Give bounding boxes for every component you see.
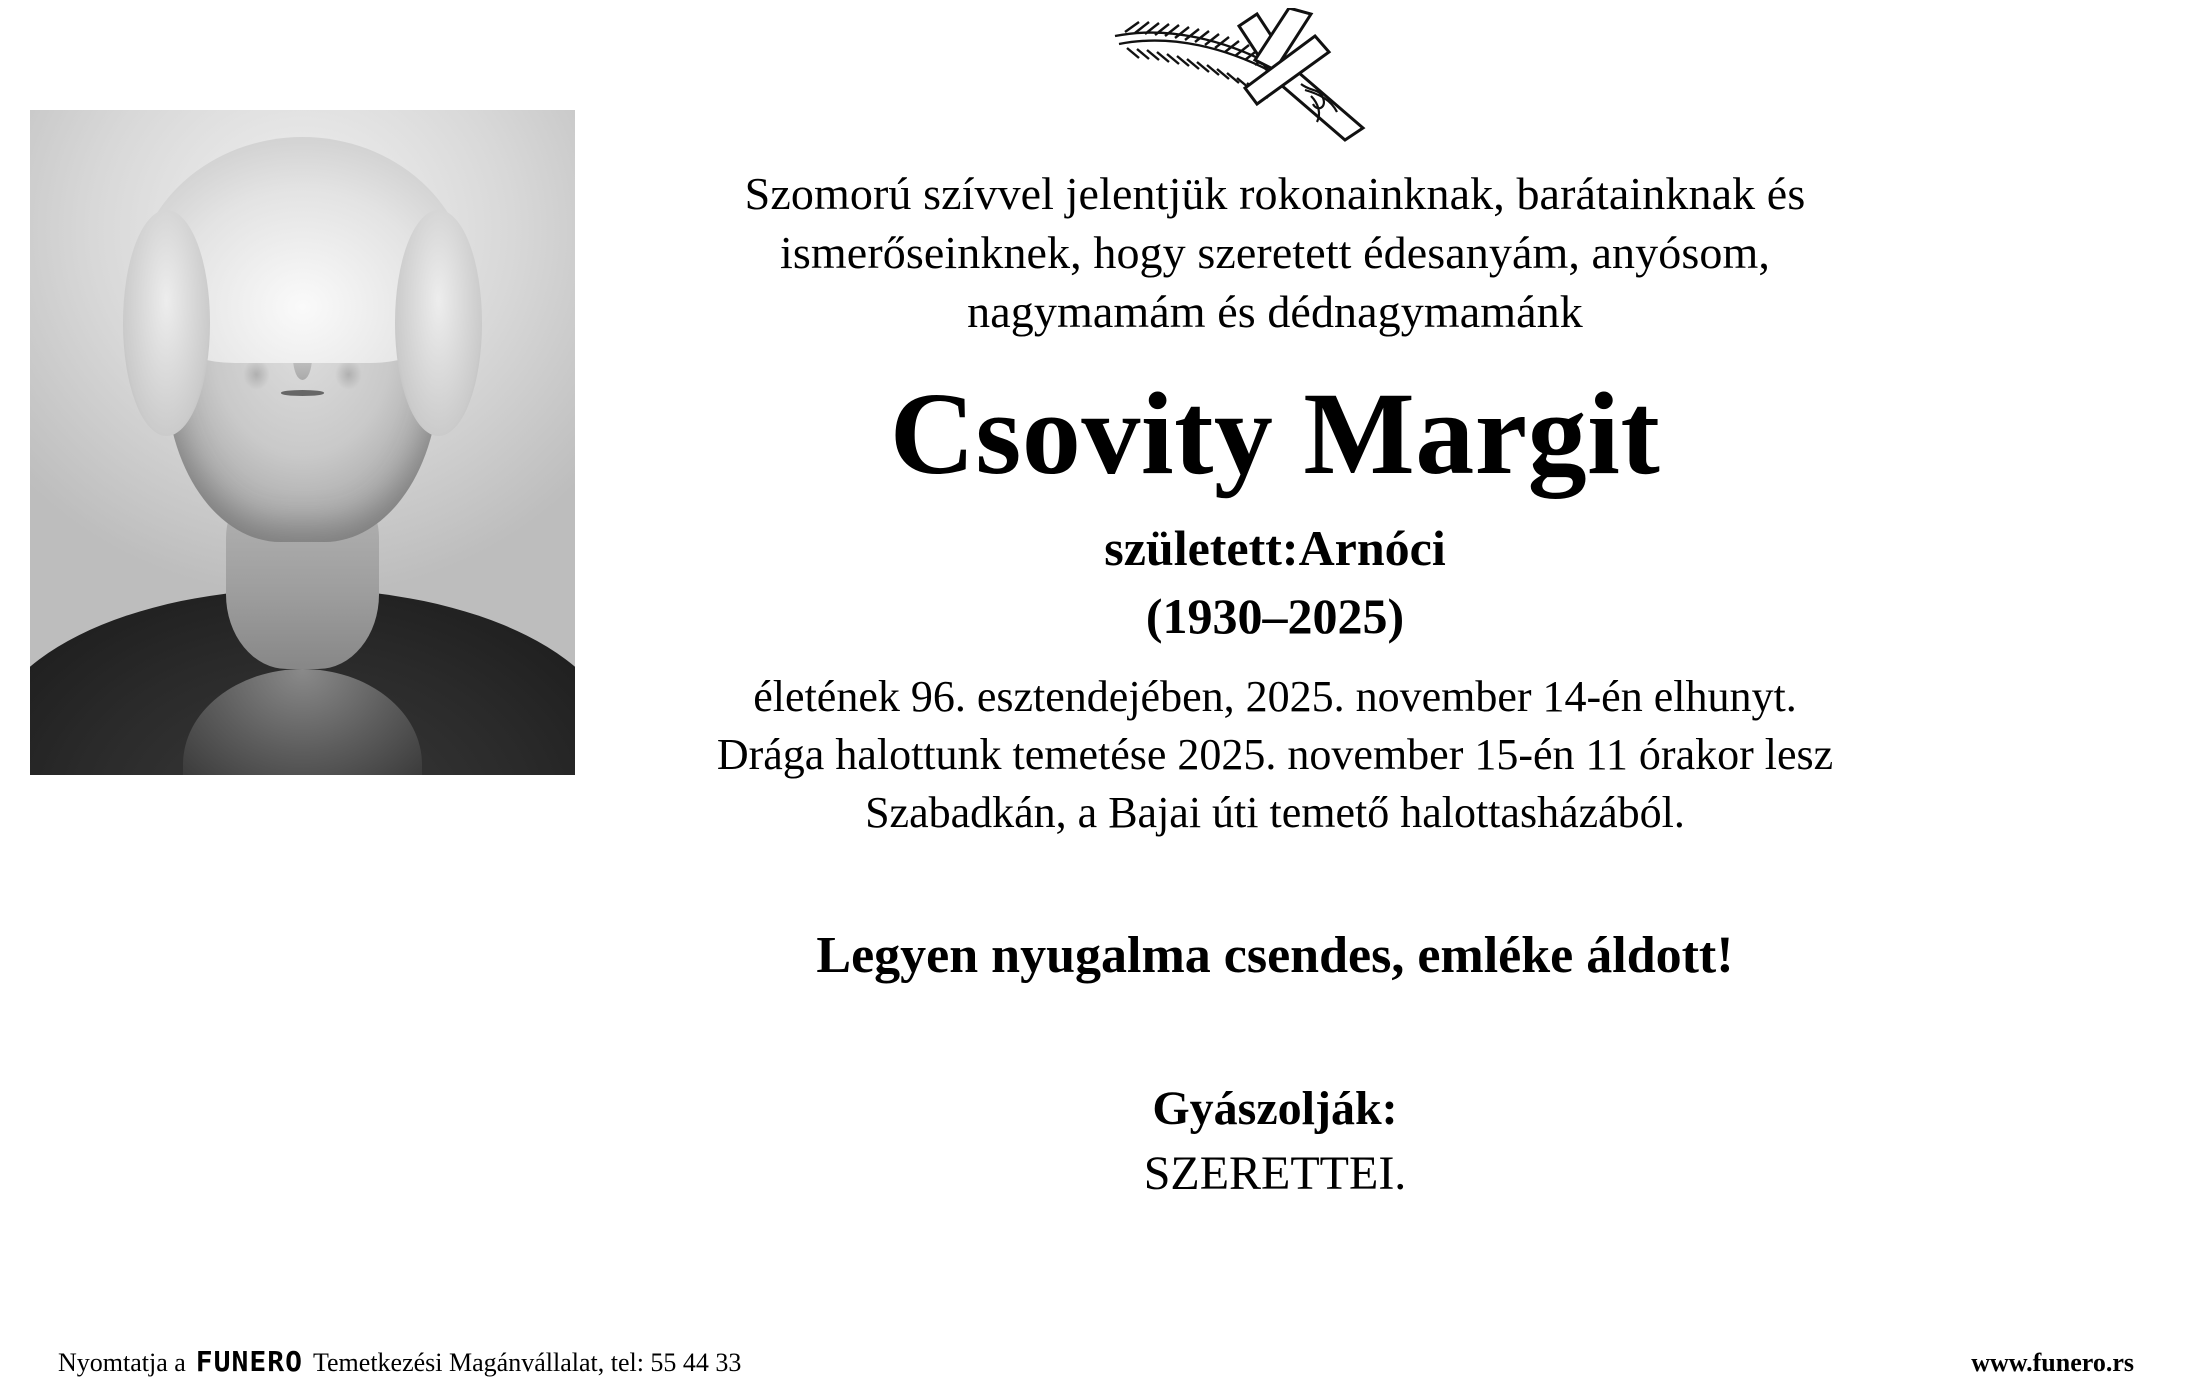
mourners-label: Gyászolják: (1152, 1082, 1398, 1136)
portrait-cheek-left (243, 359, 270, 390)
mourners-value: SZERETTEI. (1143, 1147, 1407, 1201)
cross-with-palm-branch-icon (1105, 8, 1405, 148)
website-link[interactable]: www.funero.rs (1971, 1348, 2134, 1377)
funero-logo: FUNERO (195, 1345, 303, 1378)
portrait-hair-right (395, 210, 482, 436)
deceased-name: Csovity Margit (889, 367, 1661, 499)
intro-line-2: ismerőseinknek, hogy szeretett édesanyám, anyósom, (780, 226, 1770, 278)
printer-info (58, 1345, 741, 1378)
notice-text (560, 165, 1990, 1201)
life-years: (1930–2025) (1145, 587, 1405, 644)
portrait-mouth (281, 390, 325, 396)
maiden-name: született:Arnóci (1104, 519, 1446, 576)
printer-prefix: Nyomtatja a (58, 1348, 186, 1377)
footer (0, 1338, 2192, 1378)
blessing-text: Legyen nyugalma csendes, emléke áldott! (816, 927, 1734, 985)
portrait-hair-left (123, 210, 210, 436)
portrait-cheek-right (335, 359, 362, 390)
intro-paragraph (560, 165, 1990, 342)
portrait-frame (30, 110, 575, 775)
detail-line-3: Szabadkán, a Bajai úti temető halottasházából. (865, 787, 1685, 837)
funeral-details (560, 668, 1990, 842)
printer-suffix: Temetkezési Magánvállalat, tel: 55 44 33 (312, 1348, 742, 1377)
intro-line-3: nagymamám és dédnagymamánk (967, 285, 1583, 337)
intro-line-1: Szomorú szívvel jelentjük rokonainknak, barátainknak és (744, 168, 1806, 219)
portrait-photo (30, 110, 575, 775)
detail-line-2: Drága halottunk temetése 2025. november 15-én 11 órakor lesz (716, 729, 1834, 779)
detail-line-1: életének 96. esztendejében, 2025. november 14-én elhunyt. (753, 671, 1797, 721)
